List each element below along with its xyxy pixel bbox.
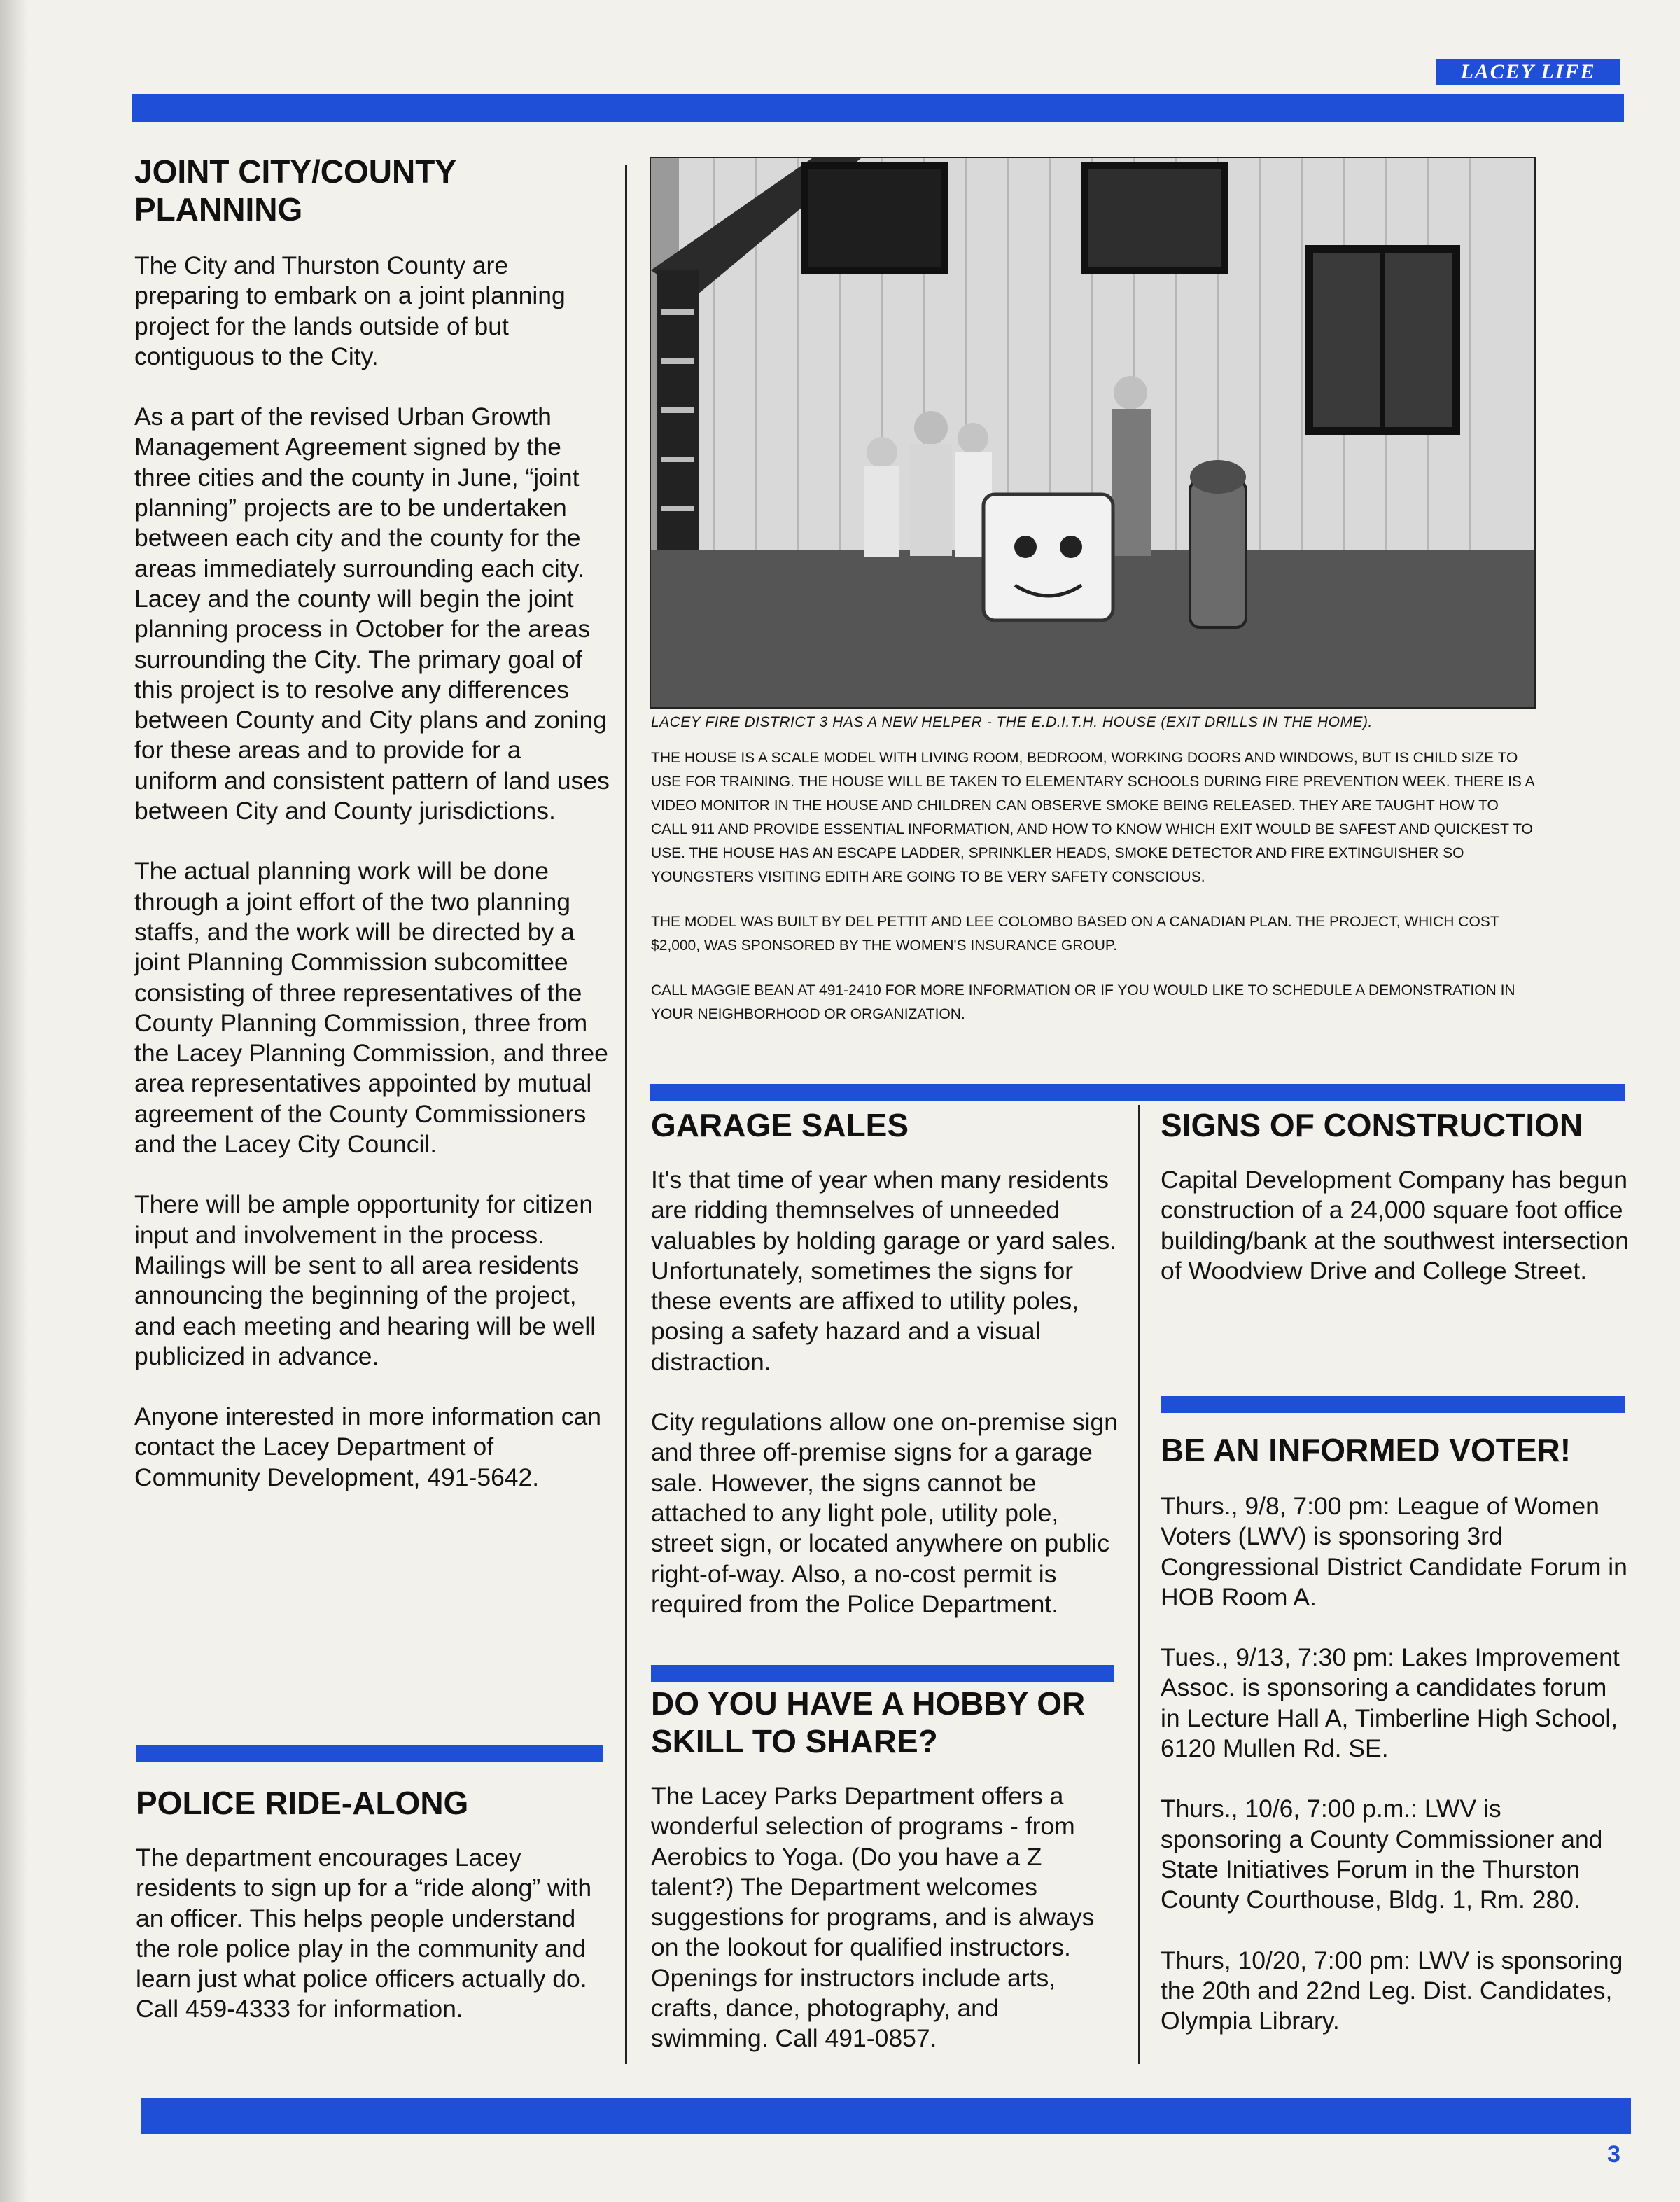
voter-article	[1161, 1431, 1630, 2036]
caption-title: LACEY FIRE DISTRICT 3 HAS A NEW HELPER - THE E.D.I.T.H. HOUSE (EXIT DRILLS IN THE HOME).	[651, 714, 1373, 730]
hobby-section-bar	[651, 1665, 1114, 1682]
joint-planning-paragraph-4: There will be ample opportunity for citizen input and involvement in the process. Mailings will be sent to all area residents announcing the beginning of the project, and each meeting and hearing will be well publicized in advance.	[134, 1190, 596, 1370]
joint-planning-paragraph-5: Anyone interested in more information can contact the Lacey Department of Community Development, 491-5642.	[134, 1402, 601, 1491]
top-accent-bar	[132, 94, 1624, 122]
caption-paragraph-2: THE MODEL WAS BUILT BY DEL PETTIT AND LEE COLOMBO BASED ON A CANADIAN PLAN. THE PROJECT, WHICH COST $2,000, WAS SPONSORED BY THE WOMEN'S INSURANCE GROUP.	[651, 914, 1499, 954]
photo-caption	[651, 713, 1537, 1026]
photo-illustration	[651, 158, 1534, 707]
column-rule-left	[625, 165, 627, 2064]
police-section-bar	[136, 1745, 603, 1762]
voter-title: BE AN INFORMED VOTER!	[1161, 1432, 1572, 1468]
garage-sales-article	[651, 1106, 1120, 1619]
police-paragraph: The department encourages Lacey residents to sign up for a “ride along” with an officer. This helps people understand the role police play in the community and learn just what police officers actually do. Call 459-4333 for information.	[136, 1844, 592, 2023]
caption-paragraph-1: THE HOUSE IS A SCALE MODEL WITH LIVING ROOM, BEDROOM, WORKING DOORS AND WINDOWS, BUT IS CHILD SIZE TO USE FOR TRAINING. THE HOUSE WILL BE TAKEN TO ELEMENTARY SCHOOLS DURING FIRE PREVENTION WEEK. THERE IS A VIDEO MONITOR IN THE HOUSE AND CHILDREN CAN OBSERVE SMOKE BEING RELEASED. THEY ARE TAUGHT HOW TO CALL 911 AND PROVIDE ESSENTIAL INFORMATION, AND HOW TO KNOW WHICH EXIT WOULD BE SAFEST AND QUICKEST TO USE. THE HOUSE HAS AN ESCAPE LADDER, SPRINKLER HEADS, SMOKE DETECTOR AND FIRE EXTINGUISHER SO YOUNGSTERS VISITING EDITH ARE GOING TO BE VERY SAFETY CONSCIOUS.	[651, 750, 1534, 885]
joint-planning-paragraph-1: The City and Thurston County are preparing to embark on a joint planning project for the lands outside of but contiguous to the City.	[134, 251, 566, 370]
garage-sales-title: GARAGE SALES	[651, 1107, 909, 1143]
voter-event-2: Tues., 9/13, 7:30 pm: Lakes Improvement Assoc. is sponsoring a candidates forum in Lecture Hall A, Timberline High School, 6120 Mullen Rd. SE.	[1161, 1643, 1620, 1763]
bottom-accent-bar	[141, 2098, 1631, 2134]
page-binding-shadow	[0, 0, 28, 2202]
voter-event-1: Thurs., 9/8, 7:00 pm: League of Women Voters (LWV) is sponsoring 3rd Congressional District Candidate Forum in HOB Room A.	[1161, 1492, 1628, 1611]
voter-event-3: Thurs., 10/6, 7:00 p.m.: LWV is sponsoring a County Commissioner and State Initiatives Forum in the Thurston County Courthouse, Bldg. 1, Rm. 280.	[1161, 1795, 1603, 1914]
garage-sales-paragraph-1: It's that time of year when many residents are ridding themnselves of unneeded valuables by holding garage or yard sales. Unfortunately, sometimes the signs for these events are affixed to utility poles, posing a safety hazard and a visual distraction.	[651, 1166, 1117, 1376]
police-article	[136, 1784, 612, 2025]
construction-article	[1161, 1106, 1630, 1286]
garage-sales-paragraph-2: City regulations allow one on-premise sign and three off-premise signs for a garage sale. However, the signs cannot be attached to any light pole, utility pole, street sign, or located anywhere on public right-of-way. Also, a no-cost permit is required from the Police Department.	[651, 1408, 1118, 1618]
joint-planning-article	[134, 153, 610, 1493]
voter-event-4: Thurs, 10/20, 7:00 pm: LWV is sponsoring the 20th and 22nd Leg. Dist. Candidates, Olympia Library.	[1161, 1946, 1623, 2035]
hobby-article	[651, 1685, 1120, 2054]
caption-paragraph-3: CALL MAGGIE BEAN AT 491-2410 FOR MORE INFORMATION OR IF YOU WOULD LIKE TO SCHEDULE A DEMONSTRATION IN YOUR NEIGHBORHOOD OR ORGANIZATION.	[651, 982, 1516, 1022]
page-number: 3	[1607, 2141, 1620, 2168]
masthead-logo: LACEY LIFE	[1436, 59, 1620, 85]
voter-section-bar	[1161, 1396, 1625, 1413]
police-title: POLICE RIDE-ALONG	[136, 1785, 469, 1821]
construction-title: SIGNS OF CONSTRUCTION	[1161, 1107, 1583, 1143]
hobby-paragraph: The Lacey Parks Department offers a wonderful selection of programs - from Aerobics to Yoga. (Do you have a Z talent?) The Department welcomes suggestions for programs, and is always on the lookout for qualified instructors. Openings for instructors include arts, crafts, dance, photography, and swimming. Call 491-0857.	[651, 1782, 1095, 2053]
hobby-title: DO YOU HAVE A HOBBY OR SKILL TO SHARE?	[651, 1685, 1086, 1759]
edith-house-photo	[650, 157, 1536, 709]
column-rule-right	[1138, 1105, 1140, 2064]
middle-section-bar	[650, 1084, 1625, 1101]
construction-paragraph: Capital Development Company has begun construction of a 24,000 square foot office building/bank at the southwest intersection of Woodview Drive and College Street.	[1161, 1166, 1630, 1285]
joint-planning-paragraph-3: The actual planning work will be done through a joint effort of the two planning staffs, and the work will be directed by a joint Planning Commission subcomittee consisting of three representatives of the County Planning Commission, three from the Lacey Planning Commission, and three area representatives appointed by mutual agreement of the County Commissioners and the Lacey City Council.	[134, 857, 608, 1159]
joint-planning-title: JOINT CITY/COUNTY PLANNING	[134, 153, 456, 228]
joint-planning-paragraph-2: As a part of the revised Urban Growth Management Agreement signed by the three cities and the county in June, “joint planning” projects are to be undertaken between each city and the county for the areas immediately surrounding each city. Lacey and the county will begin the joint planning process in October for the areas surrounding the City. The primary goal of this project is to resolve any differences between County and City plans and zoning for these areas and to provide for a uniform and consistent pattern of land uses between City and County jurisdictions.	[134, 403, 610, 825]
